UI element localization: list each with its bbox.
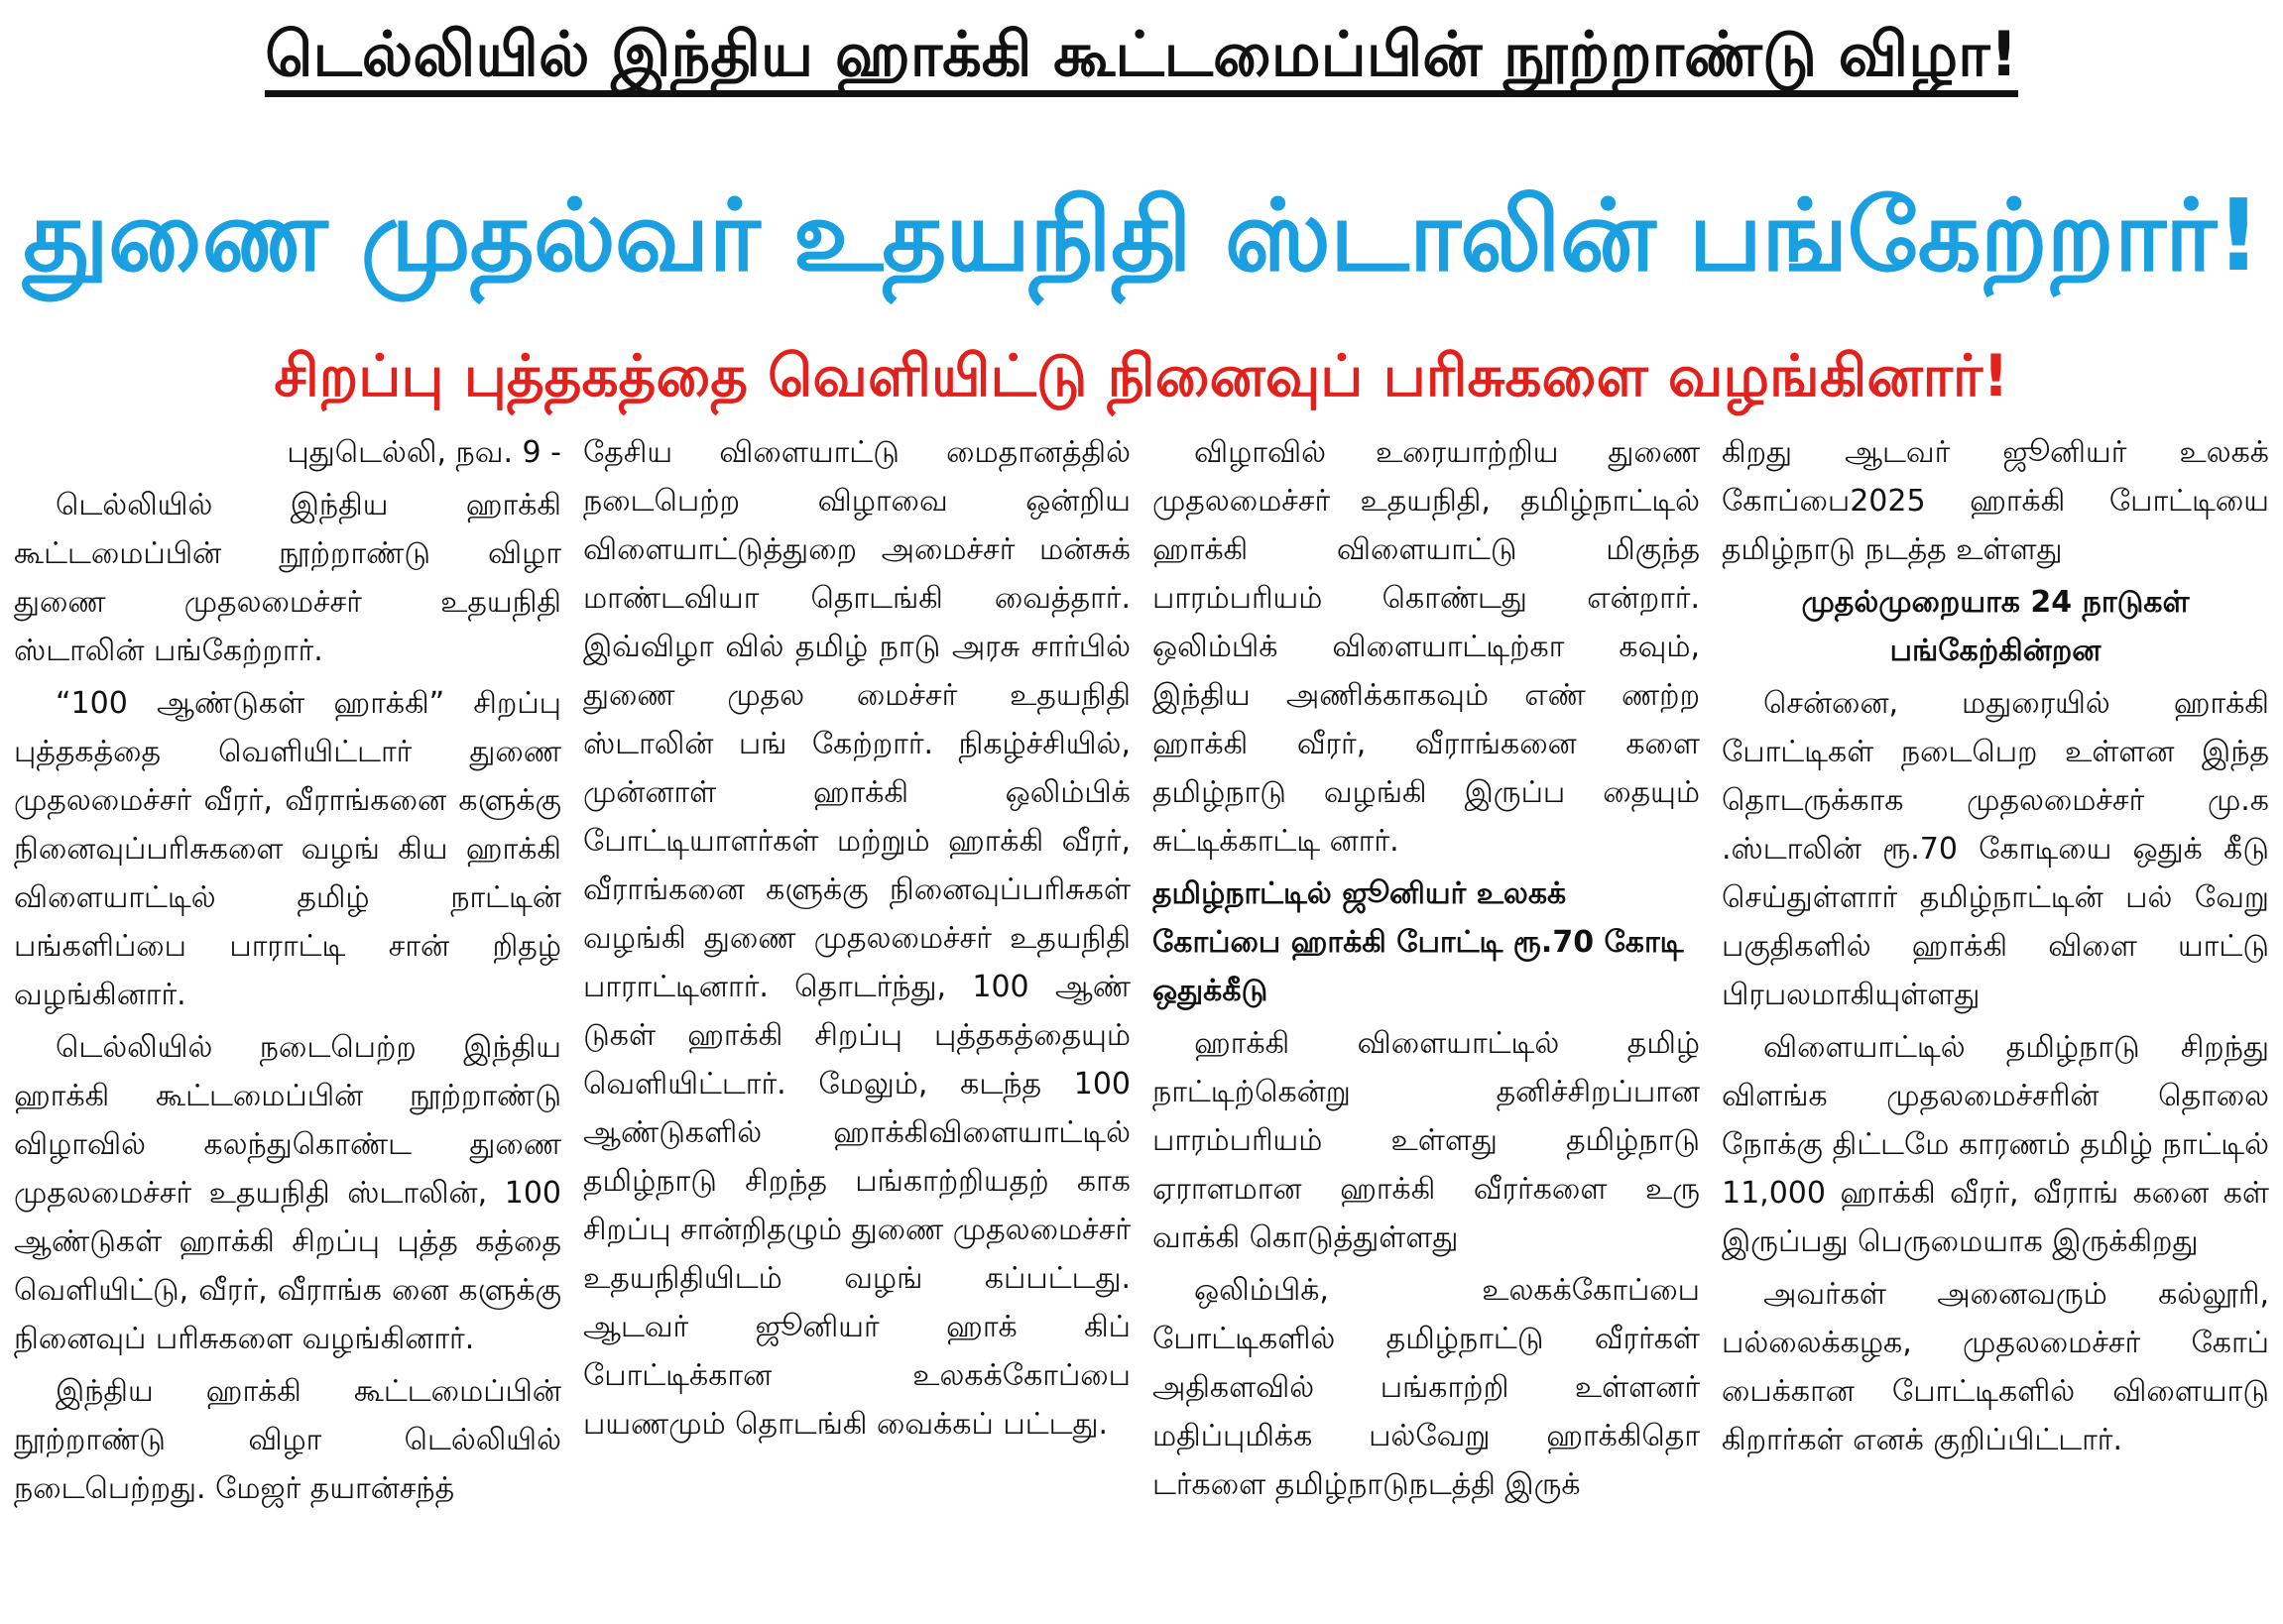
paragraph: டெல்லியில் இந்திய ஹாக்கி கூட்டமைப்பின் நூற்றாண்டு விழா துணை முதலமைச்சர் உதயநிதி ஸ்டாலின் பங்கேற்றார். bbox=[14, 488, 561, 668]
headline-text: துணை முதல்வர் உதயநிதி ஸ்டாலின் பங்கேற்றார்! bbox=[23, 177, 2260, 293]
paragraph: அவர்கள் அனைவரும் கல்லூரி, பல்லைக்கழக, முதலமைச்சர் கோப் பைக்கான போட்டிகளில் விளையாடு கிறார்கள் எனக் குறிப்பிட்டார். bbox=[1722, 1277, 2269, 1457]
kicker-headline bbox=[0, 0, 2283, 119]
column-4 bbox=[1722, 428, 2269, 1614]
paragraph: டெல்லியில் நடைபெற்ற இந்திய ஹாக்கி கூட்டமைப்பின் நூற்றாண்டு விழாவில் கலந்துகொண்ட துணை முதலமைச்சர் உதயநிதி ஸ்டாலின், 100 ஆண்டுகள் ஹாக்கி சிறப்பு புத்த கத்தை வெளியிட்டு, வீரர், வீராங்க னை களுக்கு நினைவுப் பரிசுகளை வழங்கினார். bbox=[14, 1030, 561, 1356]
paragraph: விளையாட்டில் தமிழ்நாடு சிறந்து விளங்க முதலமைச்சரின் தொலை நோக்கு திட்டமே காரணம் தமிழ் நாட்டில் 11,000 ஹாக்கி வீரர், வீராங் கனை கள் இருப்பது பெருமையாக இருக்கிறது bbox=[1722, 1030, 2269, 1259]
section-heading: முதல்முறையாக 24 நாடுகள் பங்கேற்கின்றன bbox=[1801, 585, 2190, 668]
column-1 bbox=[14, 428, 561, 1614]
paragraph: சென்னை, மதுரையில் ஹாக்கி போட்டிகள் நடைபெற உள்ளன இந்த தொடருக்காக முதலமைச்சர் மு.க .ஸ்டாலின் ரூ.70 கோடியை ஒதுக் கீடு செய்துள்ளார் தமிழ்நாட்டின் பல் வேறு பகுதிகளில் ஹாக்கி விளை யாட்டு பிரபலமாகியுள்ளது bbox=[1722, 686, 2269, 1012]
paragraph: ஒலிம்பிக், உலகக்கோப்பை போட்டிகளில் தமிழ்நாட்டு வீரர்கள் அதிகளவில் பங்காற்றி உள்ளனர் மதிப்புமிக்க பல்வேறு ஹாக்கிதொ டர்களை தமிழ்நாடுநடத்தி இருக் bbox=[1152, 1273, 1700, 1502]
paragraph: விழாவில் உரையாற்றிய துணை முதலமைச்சர் உதயநிதி, தமிழ்நாட்டில் ஹாக்கி விளையாட்டு மிகுந்த பாரம்பரியம் கொண்டது என்றார். ஒலிம்பிக் விளையாட்டிற்கா கவும், இந்திய அணிக்காகவும் எண் ணற்ற ஹாக்கி வீரர், வீராங்கனை களை தமிழ்நாடு வழங்கி இருப்ப தையும் சுட்டிக்காட்டி னார். bbox=[1152, 435, 1700, 859]
paragraph: “100 ஆண்டுகள் ஹாக்கி” சிறப்பு புத்தகத்தை வெளியிட்டார் துணை முதலமைச்சர் வீரர், வீராங்கனை களுக்கு நினைவுப்பரிசுகளை வழங் கிய ஹாக்கி விளையாட்டில் தமிழ் நாட்டின் பங்களிப்பை பாராட்டி சான் றிதழ் வழங்கினார். bbox=[14, 686, 561, 1012]
paragraph: கிறது ஆடவர் ஜூனியர் உலகக் கோப்பை2025 ஹாக்கி போட்டியை தமிழ்நாடு நடத்த உள்ளது bbox=[1722, 435, 2269, 567]
kicker-text: டெல்லியில் இந்திய ஹாக்கி கூட்டமைப்பின் நூற்றாண்டு விழா! bbox=[265, 22, 2018, 97]
article-body bbox=[14, 428, 2269, 1614]
sub-headline bbox=[0, 327, 2283, 424]
section-heading: தமிழ்நாட்டில் ஜூனியர் உலகக் கோப்பை ஹாக்கி போட்டி ரூ.70 கோடி ஒதுக்கீடு bbox=[1152, 876, 1684, 1008]
paragraph: தேசிய விளையாட்டு மைதானத்தில் நடைபெற்ற விழாவை ஒன்றிய விளையாட்டுத்துறை அமைச்சர் மன்சுக் மாண்டவியா தொடங்கி வைத்தார். இவ்விழா வில் தமிழ் நாடு அரசு சார்பில் துணை முதல மைச்சர் உதயநிதி ஸ்டாலின் பங் கேற்றார். நிகழ்ச்சியில், முன்னாள் ஹாக்கி ஒலிம்பிக் போட்டியாளர்கள் மற்றும் ஹாக்கி வீரர், வீராங்கனை களுக்கு நினைவுப்பரிசுகள் வழங்கி துணை முதலமைச்சர் உதயநிதி பாராட்டினார். தொடர்ந்து, 100 ஆண் டுகள் ஹாக்கி சிறப்பு புத்தகத்தையும் வெளியிட்டார். மேலும், கடந்த 100 ஆண்டுகளில் ஹாக்கிவிளையாட்டில் தமிழ்நாடு சிறந்த பங்காற்றியதற் காக சிறப்பு சான்றிதழும் துணை முதலமைச்சர் உதயநிதியிடம் வழங் கப்பட்டது. ஆடவர் ஜூனியர் ஹாக் கிப் போட்டிக்கான உலகக்கோப்பை பயணமும் தொடங்கி வைக்கப் பட்டது. bbox=[583, 435, 1131, 1442]
paragraph: ஹாக்கி விளையாட்டில் தமிழ் நாட்டிற்கென்று தனிச்சிறப்பான பாரம்பரியம் உள்ளது தமிழ்நாடு ஏராளமான ஹாக்கி வீரர்களை உரு வாக்கி கொடுத்துள்ளது bbox=[1152, 1026, 1700, 1255]
column-3 bbox=[1152, 428, 1700, 1614]
dateline: புதுடெல்லி, நவ. 9 - bbox=[287, 435, 561, 470]
column-2 bbox=[583, 428, 1131, 1614]
subhead-text: சிறப்பு புத்தகத்தை வெளியிட்டு நினைவுப் பரிசுகளை வழங்கினார்! bbox=[274, 342, 2009, 409]
paragraph: இந்திய ஹாக்கி கூட்டமைப்பின் நூற்றாண்டு விழா டெல்லியில் நடைபெற்றது. மேஜர் தயான்சந்த் bbox=[14, 1374, 561, 1506]
main-headline bbox=[0, 147, 2283, 325]
